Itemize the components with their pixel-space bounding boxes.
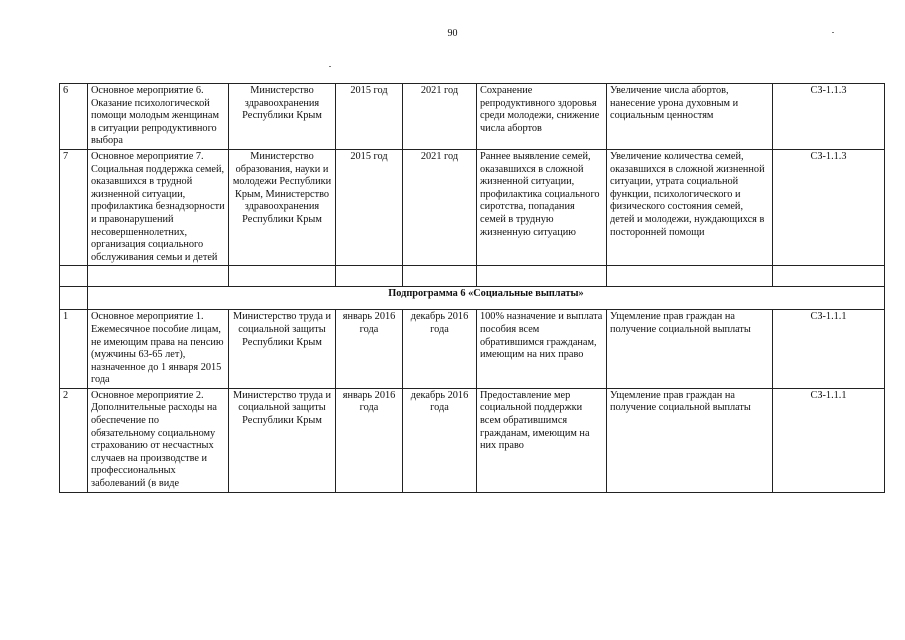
cell-result: Раннее выявление семей, оказавшихся в сложной жизненной ситуации, профилактика социального сиротства, попадания семей в трудную жизненную ситуацию <box>477 149 607 265</box>
cell-event: Основное мероприятие 7. Социальная поддержка семей, оказавшихся в трудной жизненной ситуации, профилактика безнадзорности и правонарушений несовершеннолетних, организация социального обслуживания семьи и детей <box>88 149 229 265</box>
cell-link: СЗ-1.1.3 <box>773 84 885 150</box>
cell-executor: Министерство образования, науки и молодежи Республики Крым, Министерство здравоохранения Республики Крым <box>229 149 336 265</box>
table-row <box>60 84 885 150</box>
table-row-spacer <box>60 266 885 287</box>
cell-result: 100% назначение и выплата пособия всем обратившимся гражданам, имеющим на них право <box>477 310 607 389</box>
cell-number: 2 <box>60 388 88 492</box>
cell-link: СЗ-1.1.1 <box>773 388 885 492</box>
cell-start: 2015 год <box>336 84 403 150</box>
cell-executor: Министерство здравоохранения Республики Крым <box>229 84 336 150</box>
cell-consequences: Ущемление прав граждан на получение социальной выплаты <box>607 310 773 389</box>
cell-event: Основное мероприятие 2. Дополнительные расходы на обеспечение по обязательному социальному страхованию от несчастных случаев на производстве и профессиональных заболеваний (в виде <box>88 388 229 492</box>
cell-result: Сохранение репродуктивного здоровья среди молодежи, снижение числа абортов <box>477 84 607 150</box>
table-row <box>60 310 885 389</box>
page-number: 90 <box>447 28 458 39</box>
cell-start: 2015 год <box>336 149 403 265</box>
table-row <box>60 149 885 265</box>
cell-consequences: Увеличение количества семей, оказавшихся в сложной жизненной ситуации, утрата социальной функции, психологического и физического состояния семей, детей и молодежи, нуждающихся в посторонней помощи <box>607 149 773 265</box>
scan-speck <box>832 32 834 33</box>
cell-number: 1 <box>60 310 88 389</box>
cell-end: 2021 год <box>403 149 477 265</box>
cell-consequences: Ущемление прав граждан на получение социальной выплаты <box>607 388 773 492</box>
cell-link: СЗ-1.1.1 <box>773 310 885 389</box>
cell-consequences: Увеличение числа абортов, нанесение урона духовным и социальным ценностям <box>607 84 773 150</box>
cell-start: январь 2016 года <box>336 388 403 492</box>
cell-result: Предоставление мер социальной поддержки всем обратившимся гражданам, имеющим на них право <box>477 388 607 492</box>
cell-executor: Министерство труда и социальной защиты Республики Крым <box>229 388 336 492</box>
program-activities-table <box>59 83 885 493</box>
cell-event: Основное мероприятие 6. Оказание психологической помощи молодым женщинам в ситуации репродуктивного выбора <box>88 84 229 150</box>
subprogram-title: Подпрограмма 6 «Социальные выплаты» <box>88 287 885 310</box>
cell-end: декабрь 2016 года <box>403 388 477 492</box>
cell-link: СЗ-1.1.3 <box>773 149 885 265</box>
cell-executor: Министерство труда и социальной защиты Республики Крым <box>229 310 336 389</box>
cell-event: Основное мероприятие 1. Ежемесячное пособие лицам, не имеющим права на пенсию (мужчины 63-65 лет), назначенное до 1 января 2015 года <box>88 310 229 389</box>
cell-start: январь 2016 года <box>336 310 403 389</box>
cell-end: декабрь 2016 года <box>403 310 477 389</box>
table-row <box>60 388 885 492</box>
subprogram-header-row <box>60 287 885 310</box>
cell-number: 6 <box>60 84 88 150</box>
cell-end: 2021 год <box>403 84 477 150</box>
scan-speck <box>329 66 331 67</box>
cell-number: 7 <box>60 149 88 265</box>
